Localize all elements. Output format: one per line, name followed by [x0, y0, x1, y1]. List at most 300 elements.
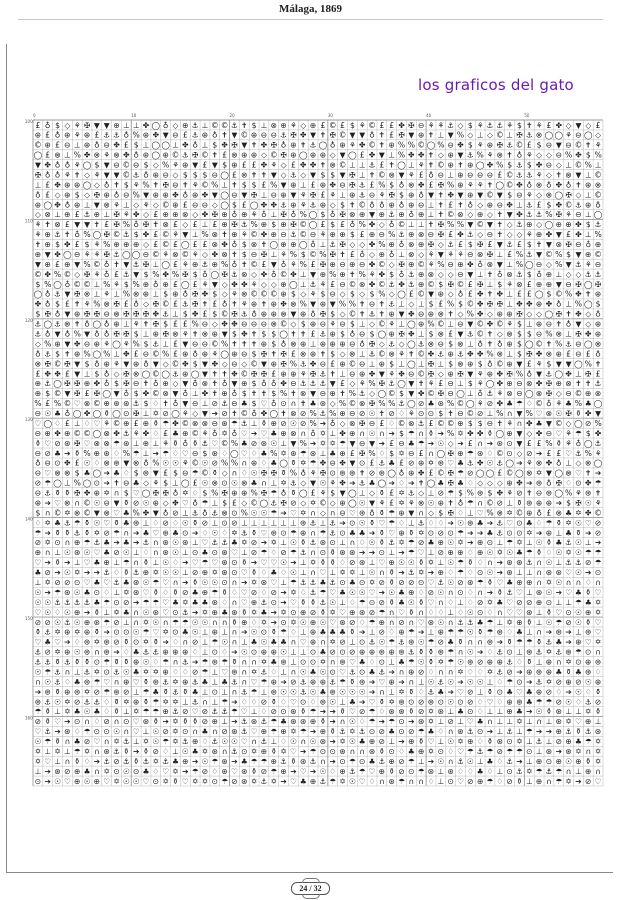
svg-text:⊙: ⊙: [132, 766, 140, 776]
svg-text:⊘: ⊘: [378, 627, 386, 637]
svg-text:⊥: ⊥: [584, 190, 592, 200]
svg-text:⊥: ⊥: [172, 309, 179, 319]
svg-text:✡: ✡: [535, 468, 543, 478]
svg-text:⚓: ⚓: [388, 299, 396, 309]
svg-text:⚓: ⚓: [44, 488, 52, 498]
svg-text:♣: ♣: [516, 707, 523, 717]
svg-text:⚱: ⚱: [486, 578, 494, 588]
svg-text:☉: ☉: [132, 627, 140, 637]
svg-text:✝: ✝: [329, 369, 336, 379]
svg-text:✝: ✝: [427, 130, 435, 140]
svg-text:⊥: ⊥: [417, 359, 425, 369]
svg-text:∩: ∩: [310, 528, 316, 538]
svg-text:⊛: ⊛: [565, 746, 572, 756]
svg-text:✤: ✤: [280, 379, 287, 389]
svg-text:◯: ◯: [112, 339, 121, 349]
svg-text:♡: ♡: [348, 707, 356, 717]
svg-text:▼: ▼: [74, 220, 81, 230]
svg-text:⚘: ⚘: [398, 349, 405, 359]
svg-text:⚱: ⚱: [231, 657, 238, 667]
svg-text:⚱: ⚱: [388, 597, 395, 607]
svg-text:©: ©: [417, 369, 426, 379]
svg-text:$: $: [133, 329, 139, 339]
svg-text:◇: ◇: [143, 299, 149, 309]
svg-text:%: %: [476, 150, 484, 160]
svg-text:✤: ✤: [162, 269, 169, 279]
svg-text:♣: ♣: [407, 438, 415, 448]
svg-text:⚘: ⚘: [407, 409, 415, 419]
svg-text:✠: ✠: [486, 299, 494, 309]
svg-text:✠: ✠: [575, 279, 582, 289]
svg-text:⊥: ⊥: [358, 170, 366, 180]
svg-text:☂: ☂: [417, 727, 425, 737]
svg-text:⊙: ⊙: [309, 647, 317, 657]
svg-text:⚓: ⚓: [388, 379, 396, 389]
svg-text:⊛: ⊛: [516, 697, 523, 707]
svg-text:✠: ✠: [427, 240, 435, 250]
svg-text:➔: ➔: [535, 528, 543, 538]
svg-text:✝: ✝: [359, 309, 366, 319]
svg-text:⚱: ⚱: [123, 657, 130, 667]
svg-text:⊕: ⊕: [93, 448, 101, 458]
svg-text:⊥: ⊥: [73, 667, 81, 677]
svg-text:✡: ✡: [132, 707, 140, 717]
svg-text:⚱: ⚱: [142, 677, 150, 687]
svg-text:✝: ✝: [250, 170, 258, 180]
svg-text:✝: ✝: [250, 339, 258, 349]
svg-text:$: $: [163, 478, 169, 488]
svg-text:⊙: ⊙: [329, 667, 336, 677]
svg-text:➔: ➔: [388, 478, 395, 488]
svg-text:▼: ▼: [339, 488, 346, 498]
svg-text:☂: ☂: [388, 637, 396, 647]
svg-text:➔: ➔: [44, 766, 51, 776]
svg-text:♡: ♡: [142, 776, 150, 786]
svg-text:♁: ♁: [555, 299, 562, 309]
svg-text:$: $: [467, 120, 473, 130]
svg-text:♢: ♢: [388, 418, 396, 428]
svg-text:✤: ✤: [555, 180, 562, 190]
svg-text:⚓: ⚓: [240, 220, 248, 230]
svg-text:⊙: ⊙: [408, 697, 415, 707]
svg-text:◇: ◇: [369, 389, 375, 399]
svg-text:☉: ☉: [172, 458, 179, 468]
svg-text:➔: ➔: [319, 707, 327, 717]
svg-text:♣: ♣: [201, 548, 209, 558]
svg-text:⊕: ⊕: [535, 299, 543, 309]
svg-text:⊙: ⊙: [74, 578, 81, 588]
svg-text:∩: ∩: [447, 617, 454, 627]
svg-text:☉: ☉: [348, 737, 356, 747]
svg-text:♢: ♢: [63, 677, 71, 687]
svg-text:♣: ♣: [122, 578, 130, 588]
svg-text:⚓: ⚓: [211, 508, 219, 518]
col-label: 0: [33, 113, 36, 118]
svg-text:♁: ♁: [192, 140, 198, 150]
svg-text:⊥: ⊥: [329, 428, 337, 438]
svg-text:♁: ♁: [123, 130, 130, 140]
svg-text:⊖: ⊖: [565, 389, 572, 399]
svg-text:♣: ♣: [584, 597, 592, 607]
svg-text:♁: ♁: [231, 210, 238, 220]
svg-text:⊖: ⊖: [191, 399, 199, 409]
svg-text:✤: ✤: [54, 180, 61, 190]
svg-text:◯: ◯: [554, 130, 564, 140]
svg-text:⚘: ⚘: [525, 230, 533, 240]
svg-text:⊕: ⊕: [594, 677, 602, 687]
svg-text:☂: ☂: [172, 617, 179, 627]
svg-text:⊥: ⊥: [201, 687, 209, 697]
svg-text:✝: ✝: [417, 478, 425, 488]
svg-text:✝: ✝: [408, 349, 415, 359]
svg-text:⊗: ⊗: [329, 160, 336, 170]
svg-text:✡: ✡: [565, 548, 572, 558]
col-label: 20: [229, 113, 235, 118]
svg-text:⊥: ⊥: [565, 597, 572, 607]
svg-text:♡: ♡: [319, 568, 327, 578]
svg-text:◯: ◯: [141, 369, 151, 379]
svg-text:⊕: ⊕: [44, 140, 51, 150]
svg-text:⚘: ⚘: [83, 299, 91, 309]
svg-text:➔: ➔: [280, 508, 287, 518]
svg-text:✤: ✤: [585, 478, 592, 488]
svg-text:⊙: ⊙: [427, 528, 435, 538]
svg-text:⊕: ⊕: [93, 776, 101, 786]
svg-text:⊥: ⊥: [447, 170, 455, 180]
svg-text:©: ©: [554, 418, 563, 428]
svg-text:▼: ▼: [447, 130, 454, 140]
svg-text:✡: ✡: [368, 578, 376, 588]
svg-text:➔: ➔: [398, 737, 405, 747]
svg-text:✡: ✡: [172, 766, 179, 776]
svg-text:☉: ☉: [181, 518, 189, 528]
svg-text:✝: ✝: [260, 240, 268, 250]
svg-text:⊕: ⊕: [201, 568, 209, 578]
svg-text:©: ©: [437, 319, 445, 329]
svg-text:⊗: ⊗: [201, 418, 209, 428]
svg-text:⊖: ⊖: [447, 140, 454, 150]
svg-text:$: $: [114, 379, 119, 389]
svg-text:☉: ☉: [574, 617, 582, 627]
row-label: 100: [25, 119, 33, 124]
svg-text:☂: ☂: [34, 528, 42, 538]
svg-text:⊕: ⊕: [113, 319, 120, 329]
svg-text:➔: ➔: [44, 776, 51, 786]
svg-text:©: ©: [505, 170, 514, 180]
svg-text:♡: ♡: [506, 607, 514, 617]
svg-text:⊙: ⊙: [575, 657, 582, 667]
svg-text:⊥: ⊥: [142, 409, 150, 419]
svg-text:∩: ∩: [565, 766, 572, 776]
svg-text:♁: ♁: [369, 508, 375, 518]
svg-text:⚘: ⚘: [34, 230, 42, 240]
svg-text:©: ©: [554, 289, 563, 299]
svg-text:$: $: [458, 488, 463, 498]
svg-text:⚓: ⚓: [565, 339, 573, 349]
svg-text:♡: ♡: [565, 587, 573, 597]
svg-text:⊕: ⊕: [74, 180, 81, 190]
svg-text:✡: ✡: [172, 727, 179, 737]
svg-text:⊕: ⊕: [447, 548, 454, 558]
svg-text:✠: ✠: [319, 259, 327, 269]
svg-text:☂: ☂: [113, 438, 120, 448]
svg-text:✤: ✤: [516, 210, 523, 220]
svg-text:⊗: ⊗: [408, 240, 415, 250]
svg-text:♁: ♁: [310, 428, 316, 438]
svg-text:⚓: ⚓: [122, 737, 130, 747]
svg-text:♁: ♁: [162, 120, 169, 130]
svg-text:♁: ♁: [35, 190, 41, 200]
svg-text:➔: ➔: [417, 627, 425, 637]
svg-text:⊕: ⊕: [388, 140, 395, 150]
svg-text:♢: ♢: [260, 458, 268, 468]
svg-text:⊙: ⊙: [74, 717, 81, 727]
svg-text:◇: ◇: [506, 220, 513, 230]
svg-text:%: %: [358, 269, 366, 279]
svg-text:♁: ♁: [270, 379, 277, 389]
svg-text:♁: ♁: [231, 259, 238, 269]
svg-text:£: £: [566, 349, 572, 359]
svg-text:♡: ♡: [44, 756, 52, 766]
svg-text:☂: ☂: [388, 518, 396, 528]
svg-text:☉: ☉: [574, 687, 582, 697]
svg-text:⊖: ⊖: [467, 170, 474, 180]
svg-text:➔: ➔: [535, 727, 543, 737]
svg-text:⚓: ⚓: [34, 329, 42, 339]
svg-text:⊕: ⊕: [408, 667, 415, 677]
svg-text:✝: ✝: [300, 140, 307, 150]
svg-text:⊛: ⊛: [103, 746, 110, 756]
svg-text:⊗: ⊗: [132, 369, 140, 379]
svg-text:£: £: [173, 299, 178, 309]
svg-text:©: ©: [210, 120, 219, 130]
svg-text:∩: ∩: [113, 717, 120, 727]
svg-text:➔: ➔: [388, 428, 395, 438]
svg-text:♢: ♢: [172, 448, 179, 458]
svg-text:➔: ➔: [585, 528, 592, 538]
col-label: 10: [131, 113, 137, 118]
svg-text:✤: ✤: [201, 389, 209, 399]
svg-text:⊥: ⊥: [398, 319, 405, 329]
svg-text:⊥: ⊥: [201, 627, 209, 637]
svg-text:✤: ✤: [368, 240, 376, 250]
svg-text:☉: ☉: [358, 498, 366, 508]
svg-text:♣: ♣: [201, 597, 209, 607]
svg-text:☉: ☉: [368, 428, 376, 438]
svg-text:✝: ✝: [378, 409, 386, 419]
svg-text:⊕: ⊕: [526, 220, 533, 230]
svg-text:$: $: [143, 160, 149, 170]
svg-text:⚓: ⚓: [191, 130, 199, 140]
svg-text:◇: ◇: [437, 240, 444, 250]
svg-text:➔: ➔: [516, 756, 523, 766]
svg-text:∩: ∩: [595, 578, 601, 588]
svg-text:✝: ✝: [437, 190, 445, 200]
svg-text:∩: ∩: [44, 508, 51, 518]
svg-text:◯: ◯: [377, 329, 387, 339]
svg-text:▼: ▼: [408, 508, 415, 518]
svg-text:✠: ✠: [260, 468, 268, 478]
svg-text:⊗: ⊗: [211, 240, 219, 250]
svg-text:➔: ➔: [309, 438, 317, 448]
svg-text:♢: ♢: [270, 667, 278, 677]
svg-text:✡: ✡: [250, 776, 258, 786]
svg-text:⊘: ⊘: [368, 607, 376, 617]
svg-text:♣: ♣: [457, 478, 464, 488]
svg-text:£: £: [389, 498, 395, 508]
svg-text:%: %: [378, 399, 386, 409]
svg-text:♁: ♁: [280, 259, 287, 269]
svg-text:▼: ▼: [408, 379, 415, 389]
svg-text:✠: ✠: [132, 409, 140, 419]
svg-text:⊥: ⊥: [64, 746, 71, 756]
svg-text:☉: ☉: [191, 617, 199, 627]
svg-text:⊘: ⊘: [417, 707, 425, 717]
svg-text:⚱: ⚱: [191, 717, 199, 727]
svg-text:♢: ♢: [260, 568, 268, 578]
svg-text:$: $: [546, 359, 552, 369]
svg-text:⚱: ⚱: [565, 667, 572, 677]
svg-text:⚓: ⚓: [44, 379, 52, 389]
svg-text:☂: ☂: [486, 627, 494, 637]
svg-text:⊖: ⊖: [575, 240, 582, 250]
svg-text:∩: ∩: [123, 528, 130, 538]
svg-text:◯: ◯: [475, 468, 485, 478]
svg-text:⊕: ⊕: [231, 488, 238, 498]
svg-text:⊖: ⊖: [427, 230, 435, 240]
svg-text:⚘: ⚘: [231, 289, 238, 299]
svg-text:✤: ✤: [486, 319, 494, 329]
svg-text:⚱: ⚱: [54, 687, 61, 697]
svg-text:✡: ✡: [280, 607, 287, 617]
svg-text:%: %: [34, 399, 42, 409]
svg-text:⊙: ⊙: [368, 727, 376, 737]
svg-text:☂: ☂: [260, 677, 268, 687]
svg-text:⊗: ⊗: [545, 190, 553, 200]
svg-text:◇: ◇: [575, 190, 582, 200]
svg-text:∩: ∩: [212, 727, 218, 737]
svg-text:✝: ✝: [496, 210, 504, 220]
svg-text:⚓: ⚓: [506, 756, 514, 766]
svg-text:©: ©: [34, 140, 42, 150]
svg-text:⊛: ⊛: [535, 587, 543, 597]
svg-text:$: $: [477, 359, 483, 369]
svg-text:%: %: [496, 409, 504, 419]
svg-text:✤: ✤: [545, 458, 553, 468]
svg-text:☂: ☂: [44, 737, 52, 747]
svg-text:☂: ☂: [466, 448, 474, 458]
svg-text:⊕: ⊕: [339, 448, 346, 458]
svg-text:⊘: ⊘: [594, 528, 602, 538]
svg-text:✤: ✤: [476, 458, 484, 468]
svg-text:◇: ◇: [319, 508, 326, 518]
svg-text:⊥: ⊥: [181, 568, 189, 578]
svg-text:◇: ◇: [300, 478, 307, 488]
svg-text:☉: ☉: [584, 498, 592, 508]
svg-text:➔: ➔: [447, 518, 454, 528]
svg-text:▼: ▼: [467, 319, 474, 329]
svg-text:✡: ✡: [201, 607, 209, 617]
svg-text:$: $: [241, 240, 247, 250]
svg-text:✠: ✠: [368, 339, 376, 349]
svg-text:✝: ✝: [496, 220, 504, 230]
svg-text:✤: ✤: [496, 369, 504, 379]
svg-text:♢: ♢: [466, 667, 474, 677]
svg-text:♣: ♣: [172, 428, 179, 438]
svg-text:♁: ♁: [369, 200, 375, 210]
svg-text:☉: ☉: [368, 409, 376, 419]
svg-text:⊥: ⊥: [270, 518, 278, 528]
svg-text:✤: ✤: [260, 269, 268, 279]
svg-text:⚱: ⚱: [290, 458, 297, 468]
svg-text:✡: ✡: [54, 627, 61, 637]
svg-text:♣: ♣: [93, 707, 101, 717]
svg-text:⚱: ⚱: [54, 737, 61, 747]
svg-text:©: ©: [250, 359, 258, 369]
svg-text:♢: ♢: [584, 578, 592, 588]
svg-text:⊘: ⊘: [555, 737, 562, 747]
svg-text:⊛: ⊛: [44, 687, 51, 697]
svg-text:⊥: ⊥: [457, 379, 464, 389]
svg-text:%: %: [122, 220, 131, 230]
svg-text:☂: ☂: [162, 737, 170, 747]
svg-text:$: $: [585, 428, 591, 438]
svg-text:◇: ◇: [457, 309, 464, 319]
svg-text:➔: ➔: [575, 776, 582, 786]
svg-text:✤: ✤: [142, 428, 150, 438]
svg-text:✡: ✡: [162, 776, 169, 786]
svg-text:£: £: [173, 339, 178, 349]
svg-text:✤: ✤: [319, 458, 327, 468]
svg-text:♢: ♢: [398, 409, 405, 419]
svg-text:♣: ♣: [565, 528, 573, 538]
svg-text:◇: ◇: [349, 240, 356, 250]
svg-text:⊕: ⊕: [250, 299, 258, 309]
svg-text:⊕: ⊕: [476, 776, 484, 786]
svg-text:♁: ♁: [575, 438, 582, 448]
svg-text:◇: ◇: [211, 200, 218, 210]
svg-text:⊥: ⊥: [417, 220, 425, 230]
svg-text:☉: ☉: [83, 707, 91, 717]
svg-text:⊕: ⊕: [437, 627, 445, 637]
svg-text:£: £: [359, 150, 365, 160]
svg-text:♡: ♡: [329, 617, 337, 627]
svg-text:▼: ▼: [339, 170, 346, 180]
svg-text:⊕: ⊕: [535, 756, 543, 766]
svg-text:➔: ➔: [585, 568, 592, 578]
svg-text:⊕: ⊕: [339, 359, 346, 369]
svg-text:⊖: ⊖: [339, 180, 346, 190]
svg-text:⊛: ⊛: [132, 578, 140, 588]
svg-text:♡: ♡: [211, 438, 219, 448]
svg-text:⊕: ⊕: [34, 548, 42, 558]
svg-text:✡: ✡: [545, 677, 553, 687]
svg-text:$: $: [349, 319, 355, 329]
svg-text:⚓: ⚓: [398, 230, 405, 240]
svg-text:⊖: ⊖: [319, 359, 327, 369]
svg-text:◇: ◇: [378, 339, 385, 349]
svg-text:⚓: ⚓: [594, 379, 602, 389]
svg-text:⊕: ⊕: [74, 349, 81, 359]
svg-text:⊗: ⊗: [408, 418, 415, 428]
svg-text:♡: ♡: [240, 428, 248, 438]
svg-text:$: $: [349, 289, 355, 299]
svg-text:⊛: ⊛: [447, 766, 454, 776]
svg-text:⊘: ⊘: [290, 498, 297, 508]
svg-text:⚓: ⚓: [525, 200, 533, 210]
svg-text:♣: ♣: [240, 399, 248, 409]
svg-text:⚓: ⚓: [574, 200, 582, 210]
